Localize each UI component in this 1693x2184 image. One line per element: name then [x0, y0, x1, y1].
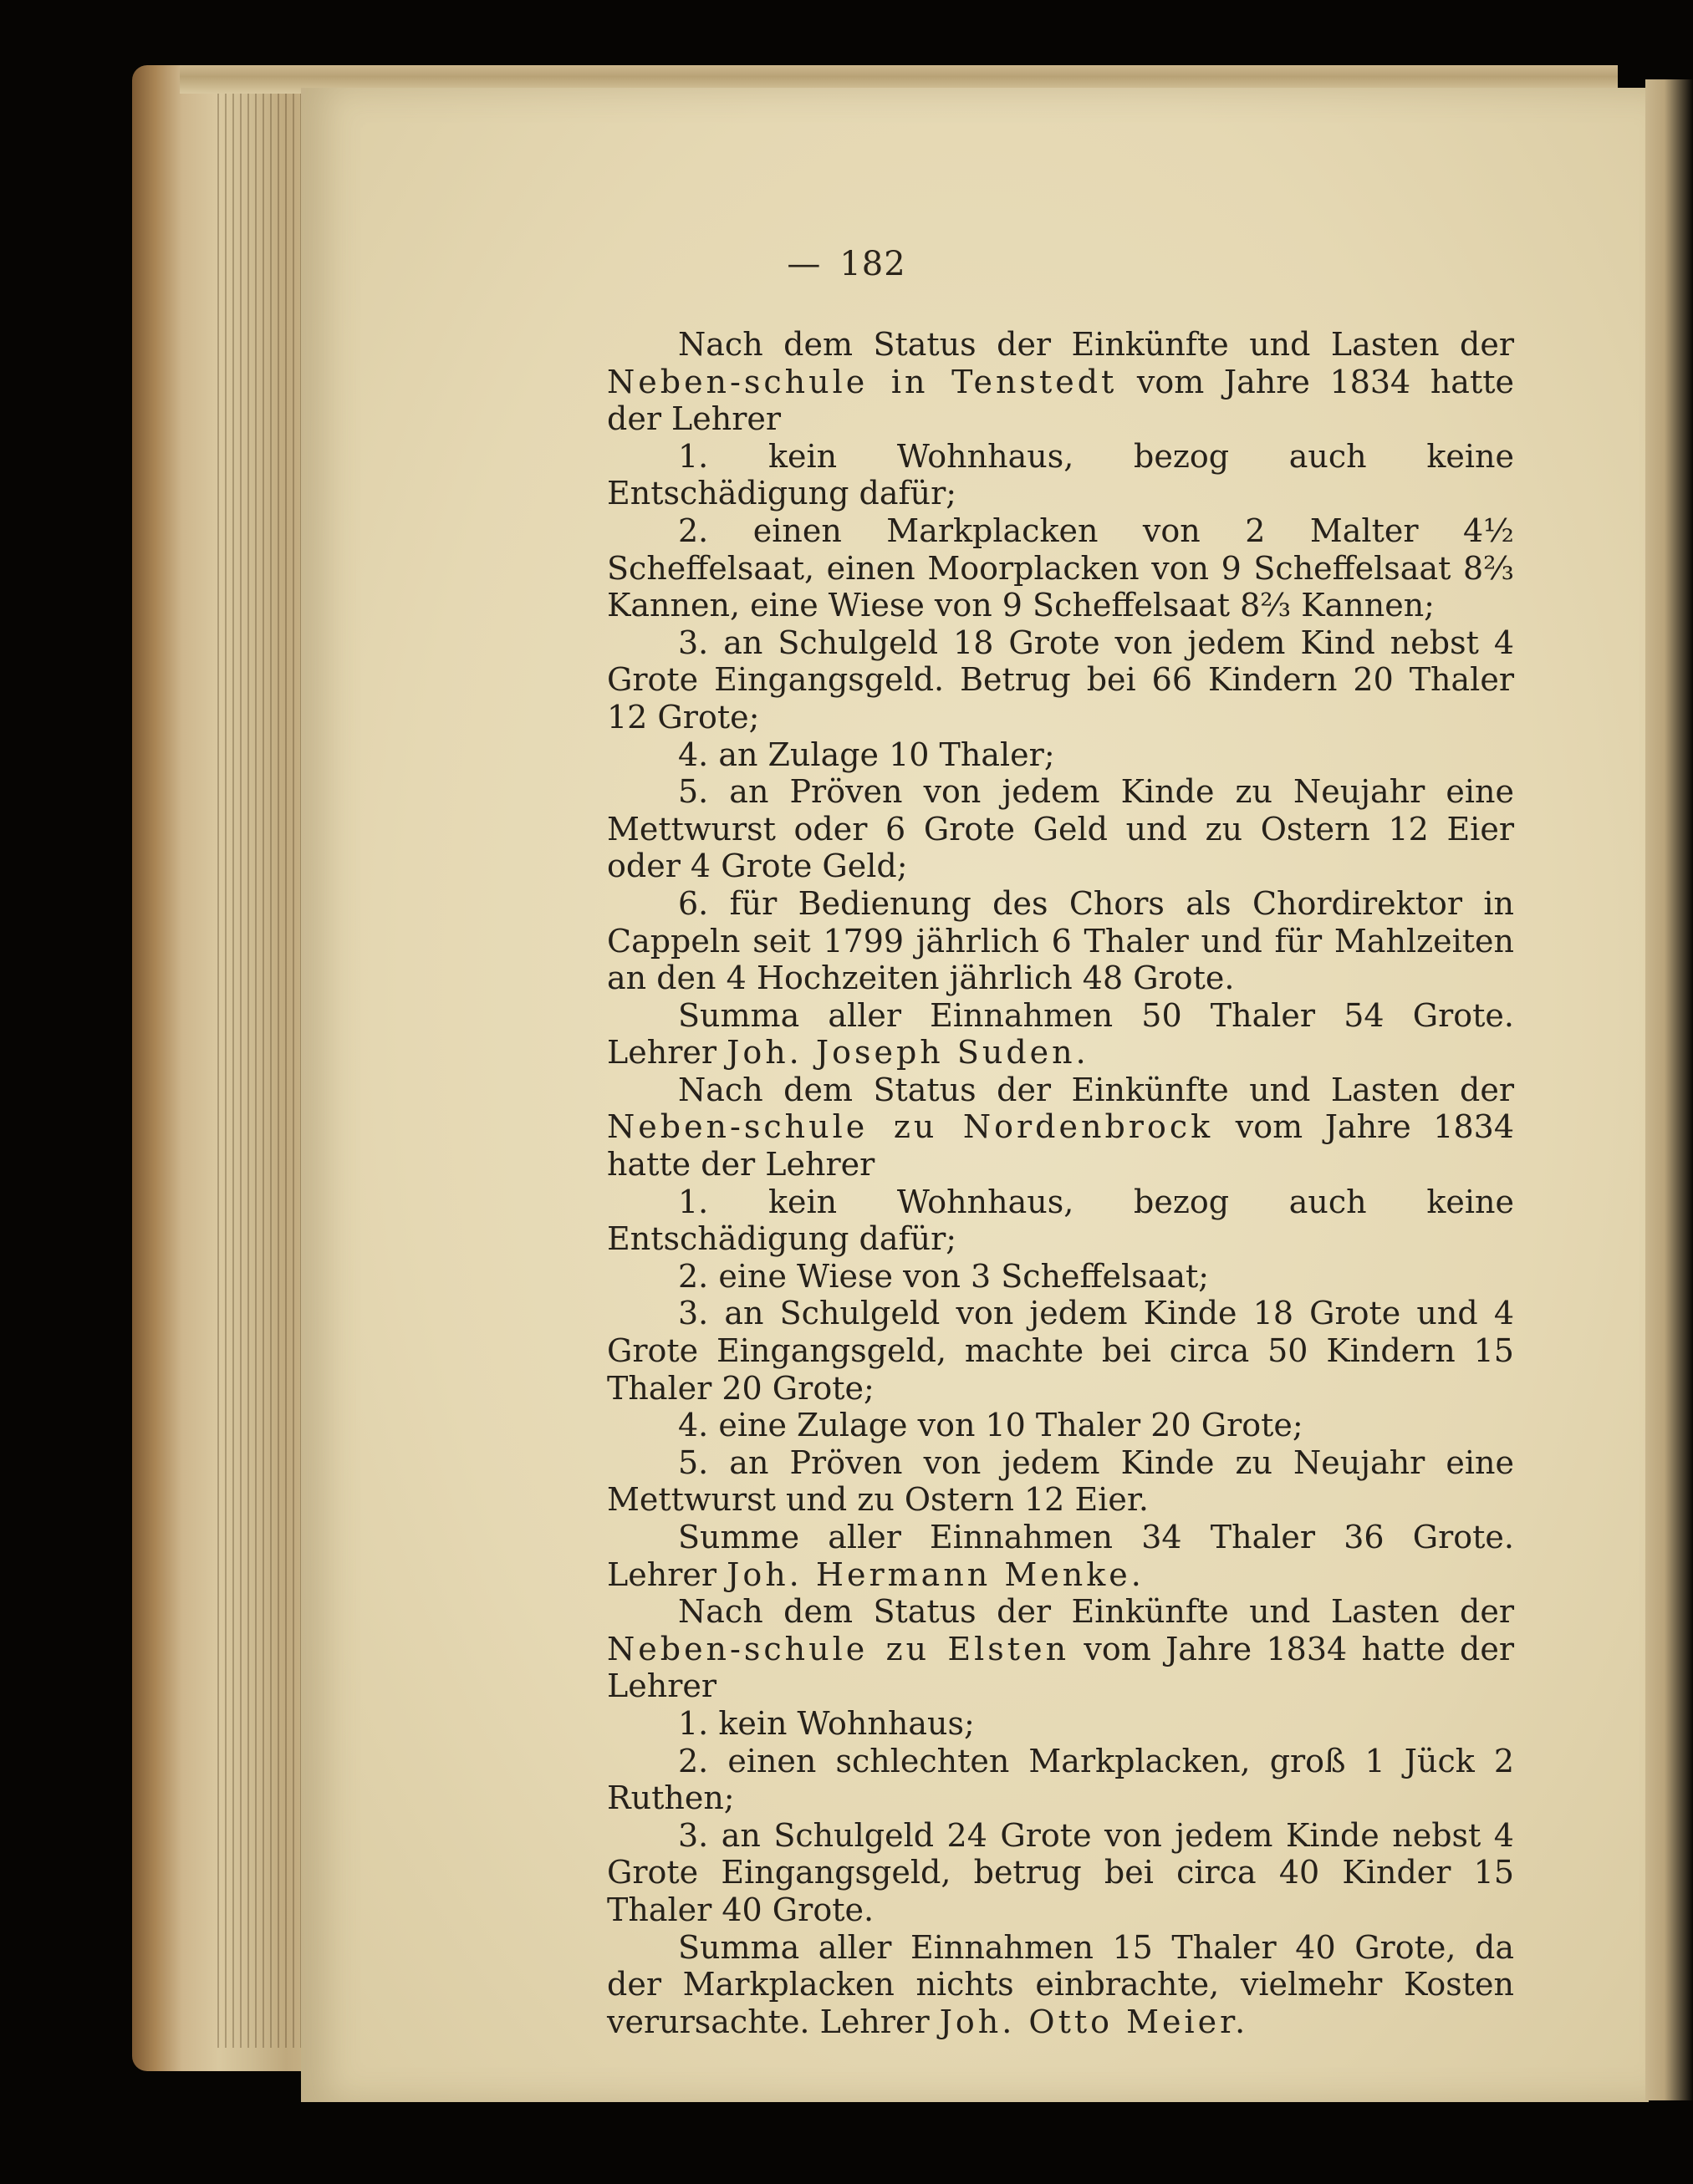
page-number: [0, 245, 1693, 283]
book-right-edge: [1645, 79, 1693, 2100]
summary-paragraph: [607, 1929, 1514, 2041]
section-intro-paragraph: [607, 1593, 1514, 1705]
list-item: 2. eine Wiese von 3 Scheffelsaat;: [678, 1257, 1210, 1295]
summary-paragraph: [607, 997, 1514, 1072]
list-item: 1. kein Wohnhaus, bezog auch keine Entschädigung dafür;: [607, 437, 1514, 512]
list-item: 1. kein Wohnhaus;: [678, 1704, 975, 1742]
page-number-value: 182: [839, 245, 906, 283]
summary-text: Summa aller Einnahmen 50 Thaler 54 Grote. Lehrer: [607, 996, 1514, 1072]
list-item: 3. an Schulgeld 18 Grote von jedem Kind nebst 4 Grote Eingangsgeld. Betrug bei 66 Kindern 20 Thaler 12 Grote;: [607, 624, 1514, 736]
list-item: 5. an Pröven von jedem Kinde zu Neujahr eine Mettwurst und zu Ostern 12 Eier.: [607, 1443, 1514, 1519]
list-item: 3. an Schulgeld 24 Grote von jedem Kinde nebst 4 Grote Eingangsgeld, betrug bei circa 40 Kinder 15 Thaler 40 Grote.: [607, 1816, 1514, 1928]
list-item: 3. an Schulgeld von jedem Kinde 18 Grote und 4 Grote Eingangsgeld, machte bei circa 50 Kindern 15 Thaler 20 Grote;: [607, 1295, 1514, 1407]
summary-text: Summe aller Einnahmen 34 Thaler 36 Grote. Lehrer: [607, 1519, 1514, 1593]
intro-text: vom Jahre 1834 hatte der Lehrer: [607, 363, 1514, 438]
teacher-name-spaced: Joh. Otto Meier.: [939, 2003, 1249, 2040]
school-name-spaced: Neben-schule in Tenstedt: [607, 363, 1118, 400]
page-stack-lines: [217, 75, 314, 2048]
school-name-spaced: Neben-schule zu Elsten: [607, 1630, 1070, 1667]
list-item: 1. kein Wohnhaus, bezog auch keine Entschädigung dafür;: [607, 1183, 1514, 1258]
section-intro-paragraph: [607, 326, 1514, 438]
intro-text: vom Jahre 1834 hatte der Lehrer: [607, 1630, 1514, 1705]
intro-text: Nach dem Status der Einkünfte und Lasten der: [678, 1593, 1514, 1631]
intro-text: Nach dem Status der Einkünfte und Lasten der: [678, 326, 1514, 363]
list-item: 4. an Zulage 10 Thaler;: [678, 736, 1055, 773]
list-item: 6. für Bedienung des Chors als Chordirektor in Cappeln seit 1799 jährlich 6 Thaler und für Mahlzeiten an den 4 Hochzeiten jährlich 48 Grote.: [607, 884, 1514, 997]
page-body-text: [607, 326, 1514, 2040]
school-name-spaced: Neben-schule zu Nordenbrock: [607, 1108, 1214, 1146]
intro-text: Nach dem Status der Einkünfte und Lasten der: [678, 1071, 1514, 1108]
summary-paragraph: [607, 1519, 1514, 1593]
teacher-name-spaced: Joh. Hermann Menke.: [727, 1555, 1145, 1593]
list-item: 2. einen Markplacken von 2 Malter 4½ Scheffelsaat, einen Moorplacken von 9 Scheffelsaat 8⅔ Kannen, eine Wiese von 9 Scheffelsaat 8⅔ Kannen;: [607, 512, 1514, 624]
teacher-name-spaced: Joh. Joseph Suden.: [727, 1034, 1089, 1072]
list-item: 5. an Pröven von jedem Kinde zu Neujahr eine Mettwurst oder 6 Grote Geld und zu Ostern 12 Eier oder 4 Grote Geld;: [607, 773, 1514, 885]
page-number-dash: —: [787, 245, 822, 283]
list-item: 4. eine Zulage von 10 Thaler 20 Grote;: [678, 1407, 1303, 1444]
list-item: 2. einen schlechten Markplacken, groß 1 Jück 2 Ruthen;: [607, 1742, 1514, 1817]
summary-text: Summa aller Einnahmen 15 Thaler 40 Grote, da der Markplacken nichts einbrachte, vielmehr Kosten verursachte. Lehrer: [607, 1928, 1514, 2040]
section-intro-paragraph: [607, 1072, 1514, 1184]
intro-text: vom Jahre 1834 hatte der Lehrer: [607, 1108, 1514, 1184]
